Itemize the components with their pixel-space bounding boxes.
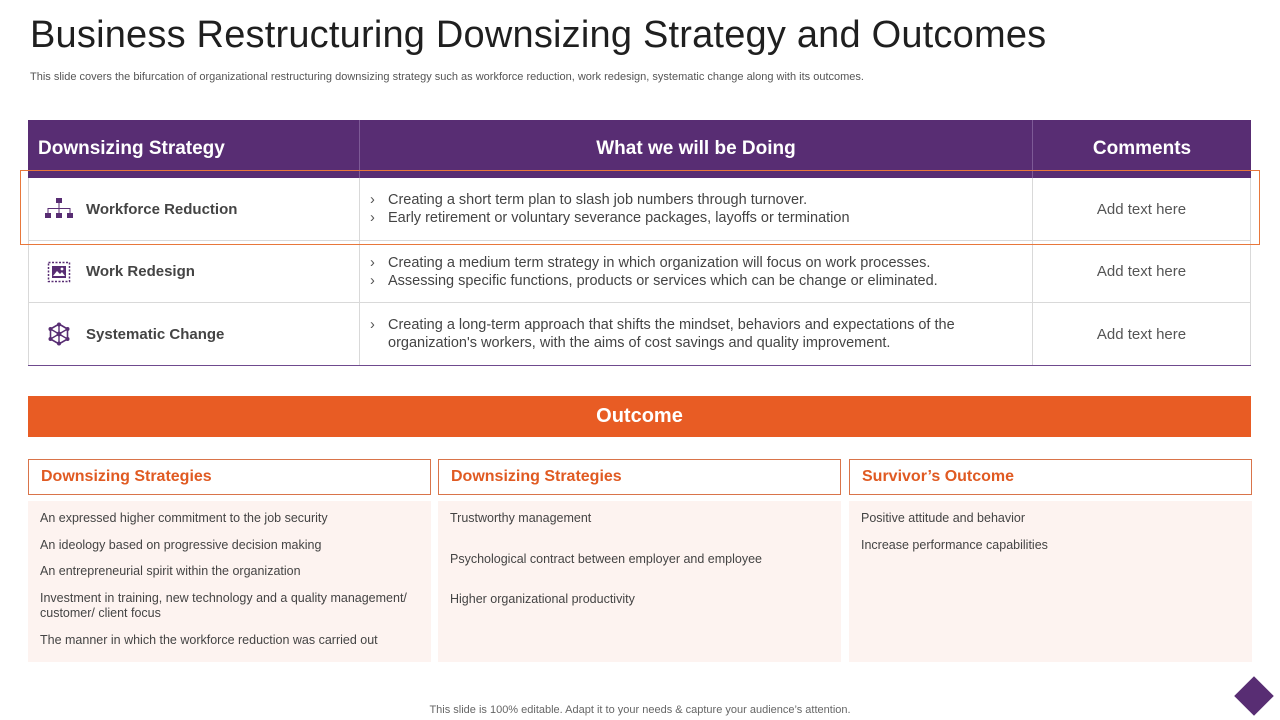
outcome-column-body: [438, 501, 841, 662]
table-row: [28, 303, 1251, 365]
page-subtitle: This slide covers the bifurcation of organizational restructuring downsizing strategy such as workforce reduction, work redesign, systematic change along with its outcomes.: [30, 71, 864, 83]
strategy-label: Systematic Change: [86, 325, 225, 343]
doing-item: › Creating a long-term approach that shifts the mindset, behaviors and expectations of the organization's workers, with the aims of cost savings and quality improvement.: [370, 317, 955, 351]
doing-item: › Creating a medium term strategy in which organization will focus on work processes.: [370, 254, 931, 271]
outcome-column-heading: Survivor’s Outcome: [849, 459, 1252, 495]
outcome-column: [28, 459, 431, 662]
comment-cell: Add text here: [1033, 241, 1251, 302]
doing-item: › Assessing specific functions, products or services which can be change or eliminated.: [370, 272, 938, 289]
network-hexagon-icon: [43, 320, 75, 348]
table-header: [28, 120, 1251, 178]
outcome-banner: Outcome: [28, 396, 1251, 437]
list-item: Positive attitude and behavior: [861, 511, 1025, 525]
header-comments: Comments: [1092, 138, 1192, 159]
comment-cell: Add text here: [1033, 303, 1251, 365]
header-strategy: Downsizing Strategy: [28, 120, 360, 178]
strategy-label: Work Redesign: [86, 263, 195, 280]
comment-cell: Add text here: [1033, 178, 1251, 240]
header-doing: What we will be Doing: [360, 120, 1033, 178]
doing-item: › Early retirement or voluntary severance packages, layoffs or termination: [370, 210, 850, 226]
list-item: Investment in training, new technology and a quality management/ customer/ client focus: [40, 590, 407, 620]
outcome-column: [438, 459, 841, 662]
org-chart-icon: [43, 195, 75, 223]
outcome-column-body: [849, 501, 1252, 662]
list-item: Trustworthy management: [450, 511, 592, 525]
table-row: [28, 241, 1251, 303]
outcome-column-body: [28, 501, 431, 662]
list-item: Psychological contract between employer and employee: [450, 551, 762, 566]
picture-frame-icon: [43, 258, 75, 286]
list-item: An expressed higher commitment to the job security: [40, 511, 328, 525]
footer-note: This slide is 100% editable. Adapt it to your needs & capture your audience’s attention.: [429, 704, 851, 716]
outcome-column-heading: Downsizing Strategies: [28, 459, 431, 495]
outcome-column: [849, 459, 1252, 662]
list-item: An ideology based on progressive decision making: [40, 537, 322, 552]
list-item: Increase performance capabilities: [861, 537, 1048, 552]
list-item: Higher organizational productivity: [450, 592, 635, 606]
table-row: [28, 178, 1251, 241]
strategy-label: Workforce Reduction: [86, 200, 238, 218]
outcome-column-heading: Downsizing Strategies: [438, 459, 841, 495]
page-title: Business Restructuring Downsizing Strategy and Outcomes: [30, 14, 1047, 56]
doing-item: › Creating a short term plan to slash job numbers through turnover.: [370, 192, 808, 208]
list-item: An entrepreneurial spirit within the organization: [40, 564, 301, 578]
strategy-table: [28, 120, 1251, 366]
list-item: The manner in which the workforce reduction was carried out: [40, 632, 378, 647]
